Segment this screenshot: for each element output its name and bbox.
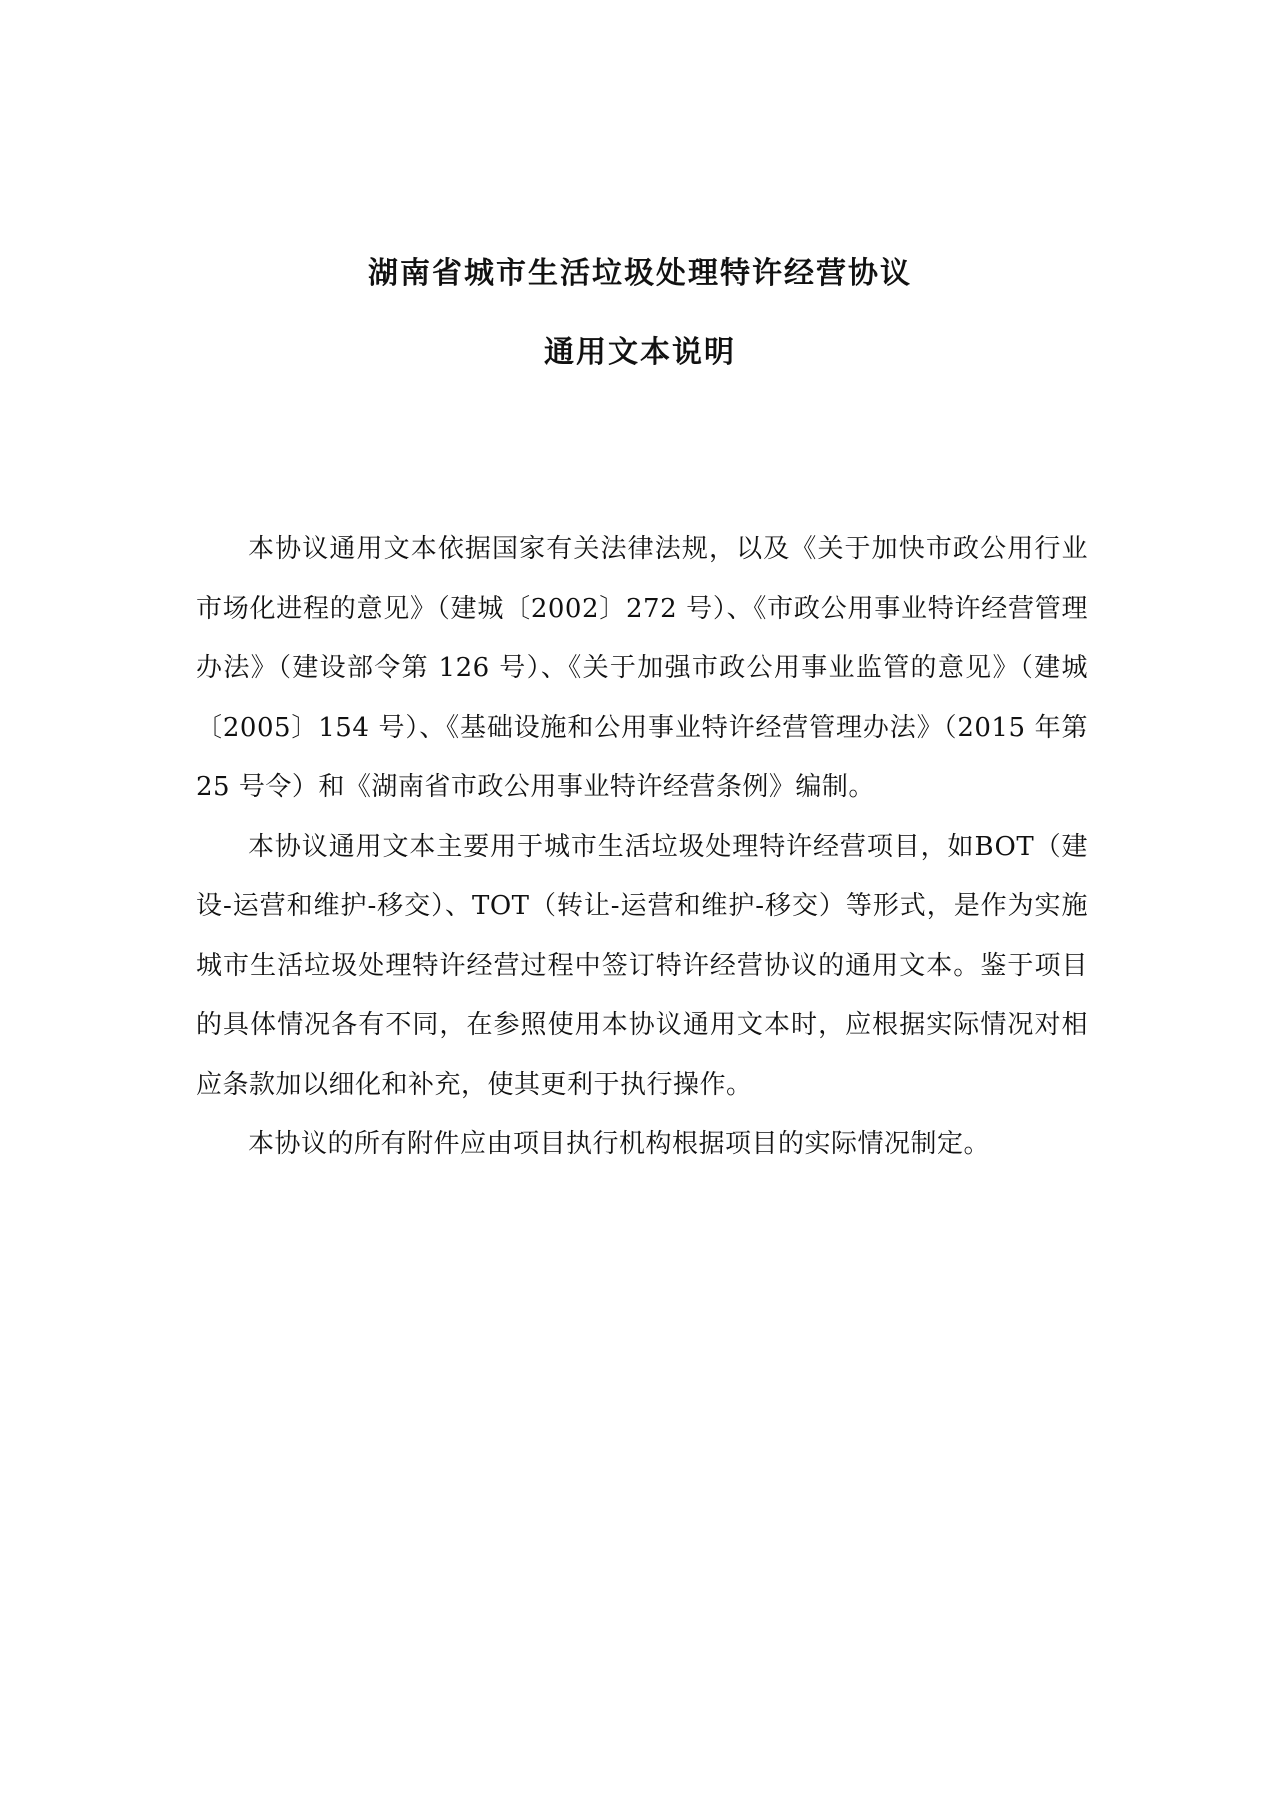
paragraph-attachments: 本协议的所有附件应由项目执行机构根据项目的实际情况制定。 bbox=[248, 1129, 991, 1159]
document-subtitle: 通用文本说明 bbox=[544, 335, 736, 370]
document-body bbox=[196, 520, 1088, 1175]
document-title: 湖南省城市生活垃圾处理特许经营协议 bbox=[368, 256, 912, 291]
paragraph-legal-basis: 本协议通用文本依据国家有关法律法规，以及《关于加快市政公用行业市场化进程的意见》（建城〔2002〕272 号）、《市政公用事业特许经营管理办法》（建设部令第 126 号）、《关于加强市政公用事业监管的意见》（建城〔2005〕154 号）、《基础设施和公用事业特许经营管理办法》（2015 年第 25 号令）和《湖南省市政公用事业特许经营条例》编制。 bbox=[196, 534, 1088, 802]
paragraph-scope: 本协议通用文本主要用于城市生活垃圾处理特许经营项目，如BOT（建设-运营和维护-移交）、TOT（转让-运营和维护-移交）等形式，是作为实施城市生活垃圾处理特许经营过程中签订特许经营协议的通用文本。鉴于项目的具体情况各有不同，在参照使用本协议通用文本时，应根据实际情况对相应条款加以细化和补充，使其更利于执行操作。 bbox=[196, 831, 1088, 1100]
